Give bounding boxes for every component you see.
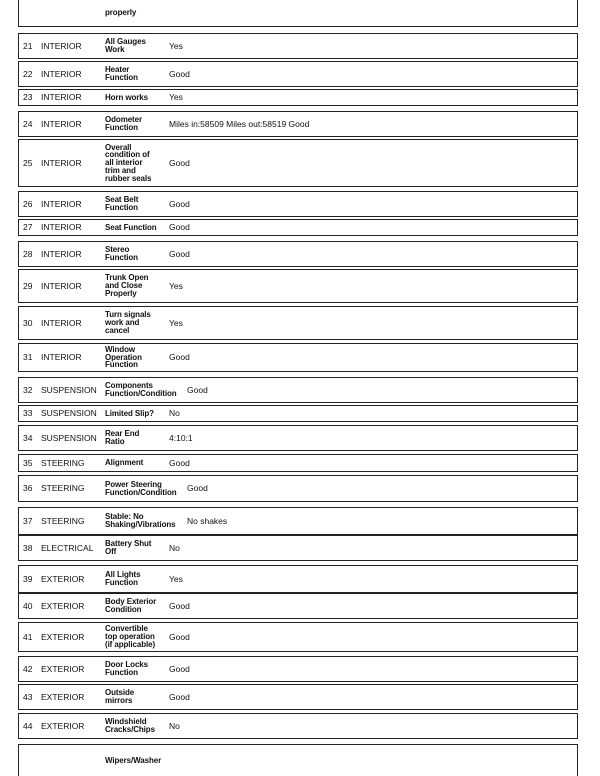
item-label: Seat Function — [105, 222, 157, 232]
item-number: 36 — [23, 483, 33, 494]
item-value: Good — [169, 457, 190, 468]
item-label: Odometer Function — [105, 115, 142, 132]
item-number: 35 — [23, 457, 33, 468]
item-label: Window Operation Function — [105, 344, 142, 370]
item-label: Windshield Cracks/Chips — [105, 717, 155, 734]
item-category: STEERING — [41, 457, 85, 468]
item-number: 26 — [23, 198, 33, 209]
checklist-row — [18, 306, 578, 340]
item-label: properly — [105, 8, 137, 18]
checklist-row — [18, 191, 578, 217]
checklist-row — [18, 507, 578, 535]
item-label: Turn signals work and cancel — [105, 310, 151, 335]
item-number: 37 — [23, 515, 33, 526]
item-label: Alignment — [105, 458, 144, 468]
item-label: Horn works — [105, 92, 149, 102]
item-label: Components Function/Condition — [105, 381, 177, 398]
checklist-row — [18, 713, 578, 739]
item-label: Stereo Function — [105, 245, 138, 262]
item-value: Good — [169, 691, 190, 702]
item-label: Body Exterior Condition — [105, 597, 157, 614]
item-value: Yes — [169, 280, 183, 291]
item-label: Wipers/Washer — [105, 755, 162, 765]
checklist-row — [18, 475, 578, 502]
item-number: 29 — [23, 280, 33, 291]
item-category: SUSPENSION — [41, 408, 97, 419]
checklist-row — [18, 343, 578, 372]
item-label: Limited Slip? — [105, 408, 154, 418]
checklist-row — [18, 61, 578, 87]
checklist-row — [18, 377, 578, 403]
checklist-row — [18, 684, 578, 710]
checklist-row — [18, 593, 578, 619]
item-number: 44 — [23, 720, 33, 731]
item-category: STEERING — [41, 515, 85, 526]
item-label: Rear End Ratio — [105, 429, 140, 446]
item-category: ELECTRICAL — [41, 542, 94, 553]
item-value: Yes — [169, 40, 183, 51]
item-number: 28 — [23, 248, 33, 259]
checklist-row — [18, 622, 578, 652]
item-label: Stable: No Shaking/Vibrations — [105, 512, 176, 529]
item-number: 30 — [23, 317, 33, 328]
item-label: Door Locks Function — [105, 660, 149, 677]
item-number: 38 — [23, 542, 33, 553]
item-value: Good — [187, 483, 208, 494]
item-category: INTERIOR — [41, 92, 82, 103]
item-number: 40 — [23, 600, 33, 611]
item-category: INTERIOR — [41, 40, 82, 51]
item-value: Good — [169, 600, 190, 611]
checklist-row — [18, 405, 578, 422]
item-category: EXTERIOR — [41, 631, 85, 642]
checklist-row — [18, 241, 578, 267]
item-number: 25 — [23, 157, 33, 168]
item-value: Good — [169, 68, 190, 79]
item-value: Yes — [169, 317, 183, 328]
checklist-row — [18, 89, 578, 106]
checklist-row — [18, 425, 578, 451]
item-number: 32 — [23, 384, 33, 395]
item-label: All Lights Function — [105, 570, 141, 587]
item-value: Miles in:58509 Miles out:58519 Good — [169, 118, 310, 129]
checklist-row — [18, 0, 578, 27]
checklist-row — [18, 33, 578, 59]
item-number: 22 — [23, 68, 33, 79]
item-category: SUSPENSION — [41, 432, 97, 443]
item-category: EXTERIOR — [41, 600, 85, 611]
item-number: 21 — [23, 40, 33, 51]
item-number: 34 — [23, 432, 33, 443]
item-label: Outside mirrors — [105, 688, 135, 705]
item-category: EXTERIOR — [41, 663, 85, 674]
item-label: Power Steering Function/Condition — [105, 479, 177, 497]
item-value: 4:10:1 — [169, 432, 193, 443]
item-label: Convertible top operation (if applicable) — [105, 624, 156, 649]
item-value: Good — [169, 352, 190, 363]
item-value: Good — [169, 248, 190, 259]
item-number: 23 — [23, 92, 33, 103]
item-category: INTERIOR — [41, 222, 82, 233]
item-value: Good — [187, 384, 208, 395]
item-category: EXTERIOR — [41, 691, 85, 702]
item-label: Heater Function — [105, 65, 138, 82]
item-number: 39 — [23, 573, 33, 584]
checklist-row — [18, 565, 578, 593]
item-category: INTERIOR — [41, 68, 82, 79]
item-category: EXTERIOR — [41, 573, 85, 584]
item-label: Overall condition of all interior trim and rubber seals — [105, 142, 152, 183]
item-number: 31 — [23, 352, 33, 363]
item-value: Good — [169, 222, 190, 233]
item-value: Good — [169, 198, 190, 209]
item-number: 27 — [23, 222, 33, 233]
item-value: No shakes — [187, 515, 228, 526]
checklist-row — [18, 744, 578, 776]
item-label: Trunk Open and Close Properly — [105, 273, 149, 298]
item-number: 42 — [23, 663, 33, 674]
item-label: All Gauges Work — [105, 37, 146, 54]
checklist-row — [18, 454, 578, 472]
item-value: No — [169, 408, 180, 419]
checklist-row — [18, 139, 578, 187]
item-label: Seat Belt Function — [105, 195, 139, 212]
item-category: INTERIOR — [41, 198, 82, 209]
item-label: Battery Shut Off — [105, 539, 152, 556]
item-category: INTERIOR — [41, 118, 82, 129]
item-category: INTERIOR — [41, 248, 82, 259]
item-value: No — [169, 720, 180, 731]
item-category: STEERING — [41, 483, 85, 494]
item-value: Good — [169, 663, 190, 674]
item-category: EXTERIOR — [41, 720, 85, 731]
checklist-row — [18, 656, 578, 682]
item-category: INTERIOR — [41, 317, 82, 328]
item-value: Yes — [169, 573, 183, 584]
checklist-row — [18, 111, 578, 137]
item-value: Yes — [169, 92, 183, 103]
item-category: INTERIOR — [41, 352, 82, 363]
item-category: INTERIOR — [41, 157, 82, 168]
item-number: 41 — [23, 631, 33, 642]
checklist-row — [18, 219, 578, 236]
item-category: INTERIOR — [41, 280, 82, 291]
item-number: 33 — [23, 408, 33, 419]
checklist-row — [18, 269, 578, 303]
item-category: SUSPENSION — [41, 384, 97, 395]
item-value: Good — [169, 157, 190, 168]
item-number: 24 — [23, 118, 33, 129]
checklist-row — [18, 535, 578, 561]
item-value: Good — [169, 631, 190, 642]
item-value: No — [169, 542, 180, 553]
item-number: 43 — [23, 691, 33, 702]
